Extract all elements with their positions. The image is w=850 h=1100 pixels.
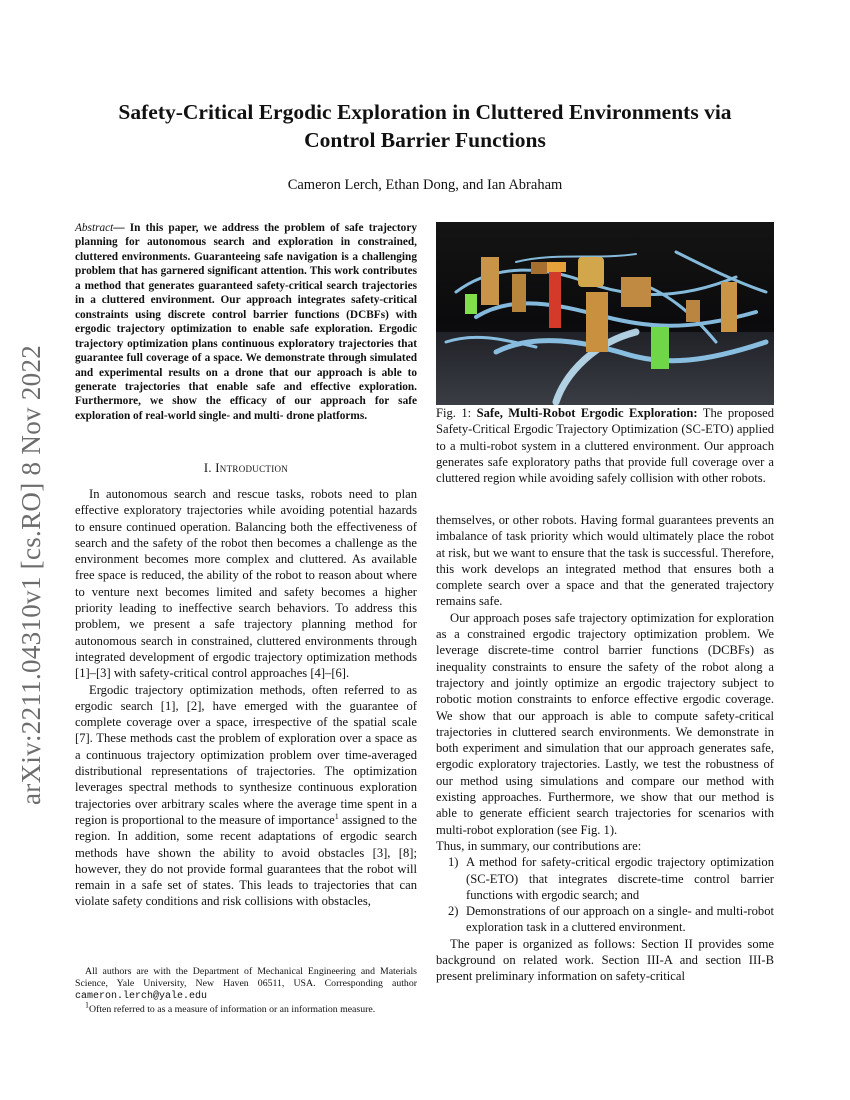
contribution-list (436, 854, 774, 935)
contribution-text: A method for safety-critical ergodic trajectory optimization (SC-ETO) that integrates discrete-time control barrier functions with ergodic search; and (466, 855, 774, 902)
contribution-number: 2) (448, 904, 459, 919)
intro-paragraph-2 (75, 682, 417, 910)
figure-1-caption (436, 405, 774, 486)
intro-paragraph-2-part-a: Ergodic trajectory optimization methods, often referred to as ergodic search [1], [2], have emerged with the guarantee of complete coverage over a space, irrespective of the spatial scale [7]. These methods cast the problem of exploration over a space as a continuous trajectory optimization problem over time-averaged distributional representations of trajectories. The optimization leverages spectral methods to synthesize continuous exploration trajectories over arbitrary scales where the average time spent in a region is proportional to the measure of importance (75, 682, 417, 827)
footnote-marker: 1 (334, 811, 339, 821)
right-paragraph-1: themselves, or other robots. Having formal guarantees prevents an imbalance of task priority which would ultimately place the robot at risk, but we want to ensure that the task is successful. Therefore, this work develops an integrated method that ensures both a complete search over a space and that the generated trajectory remains safe. (436, 513, 774, 609)
right-paragraph-4: The paper is organized as follows: Section II provides some background on related work. Section III-A and section III-B present preliminary information on safety-critical (436, 936, 774, 984)
contribution-number: 1) (448, 855, 459, 870)
corresponding-email: cameron.lerch@yale.edu (75, 991, 208, 1003)
footnote-1-marker: 1 (85, 1000, 89, 1010)
abstract (75, 221, 417, 423)
author-list: Cameron Lerch, Ethan Dong, and Ian Abraham (287, 177, 563, 193)
footnote-1-text: Often referred to as a measure of information or an information measure. (89, 1003, 376, 1015)
multi-robot-scene-image (436, 222, 774, 405)
right-column-body (436, 512, 774, 985)
figure-1-photo (436, 222, 774, 405)
left-column-body (75, 486, 417, 910)
paper-title (60, 98, 790, 154)
affiliation-footnote (75, 966, 417, 1004)
intro-paragraph-1: In autonomous search and rescue tasks, robots need to plan effective exploratory trajectories while avoiding potential hazards to ensure continued operation. Balancing both the effectiveness of search and the safety of the robot then becomes a challenge as the environment becomes more complex and cluttered. As available free space is reduced, the ability of the robot to reason about where to venture next becomes limited and safety becomes a higher priority leading to ineffective search behaviors. To address this problem, we present a safe trajectory planning method for autonomous search in constrained, cluttered environments through integrated development of ergodic trajectory optimization methods [1]–[3] with safety-critical control approaches [4]–[6]. (75, 487, 417, 681)
footnotes (75, 966, 417, 1016)
title-line-2: Control Barrier Functions (304, 128, 546, 152)
contribution-text: Demonstrations of our approach on a single- and multi-robot exploration task in a cluttered environment. (466, 904, 774, 935)
right-paragraph-2: Our approach poses safe trajectory optimization for exploration as a constrained ergodic trajectory optimization problem. We leverage discrete-time control barrier functions (DCBFs) as inequality constraints to ensure the safety of the robot along a trajectory and jointly optimize an ergodic trajectory subject to robotic motion constraints to enforce effective ergodic coverage. We show that our approach is able to compute safety-critical trajectories in cluttered search environments. We demonstrate in both experiment and simulation that our approach generates safe, ergodic exploratory trajectories. Lastly, we test the robustness of our method using simulations and compare our method with existing approaches. Furthermore, we show that our method is able to generate efficient search trajectories for scenarios with multi-robot exploration (see Fig. 1). (436, 610, 774, 837)
contribution-item (436, 854, 774, 903)
caption-title: Safe, Multi-Robot Ergodic Exploration: (476, 406, 698, 420)
contribution-item (436, 903, 774, 936)
caption-label: Fig. 1: (436, 406, 477, 420)
arxiv-side-label: arXiv:2211.04310v1 [cs.RO] 8 Nov 2022 (16, 344, 46, 805)
right-paragraph-3: Thus, in summary, our contributions are: (436, 838, 642, 853)
footnote-1 (75, 1000, 417, 1016)
title-line-1: Safety-Critical Ergodic Exploration in Cluttered Environments via (118, 100, 732, 124)
abstract-label: Abstract (75, 222, 114, 234)
caption-text: The proposed Safety-Critical Ergodic Trajectory Optimization (SC-ETO) applied to a multi-robot system in a cluttered environment. Our approach generates safe exploratory paths that provide full coverage over a cluttered region while avoiding safely collision with other robots. (436, 406, 774, 486)
affiliation-text: All authors are with the Department of Mechanical Engineering and Materials Science, Yale University, New Haven 06511, USA. Corresponding author (75, 966, 417, 990)
abstract-text: — In this paper, we address the problem of safe trajectory planning for autonomous search and exploration in constrained, cluttered environments. Guaranteeing safe navigation is a challenging problem that has garnered significant attention. This work contributes a method that generates guaranteed safety-critical search trajectories in a cluttered environment. Our approach integrates safety-critical constraints using discrete control barrier functions (DCBFs) with ergodic trajectory optimization to enable safe exploration. Ergodic trajectory optimization plans continuous exploratory trajectories that guarantee full coverage of a space. We demonstrate through simulated and experimental results on a drone that our approach is able to generate trajectories that enable safe and effective exploration. Furthermore, we show the efficacy of our approach for safe exploration of real-world single- and multi- drone platforms. (75, 222, 417, 422)
intro-paragraph-2-part-b: assigned to the region. In addition, some recent adaptations of ergodic search methods have shown the ability to avoid obstacles [3], [8]; however, they do not provide formal guarantees that the robot will remain in a safe set of states. This leads to trajectories that can violate safety conditions and risk collisions with obstacles, (75, 812, 417, 909)
section-heading-introduction: I. Introduction (203, 461, 289, 475)
